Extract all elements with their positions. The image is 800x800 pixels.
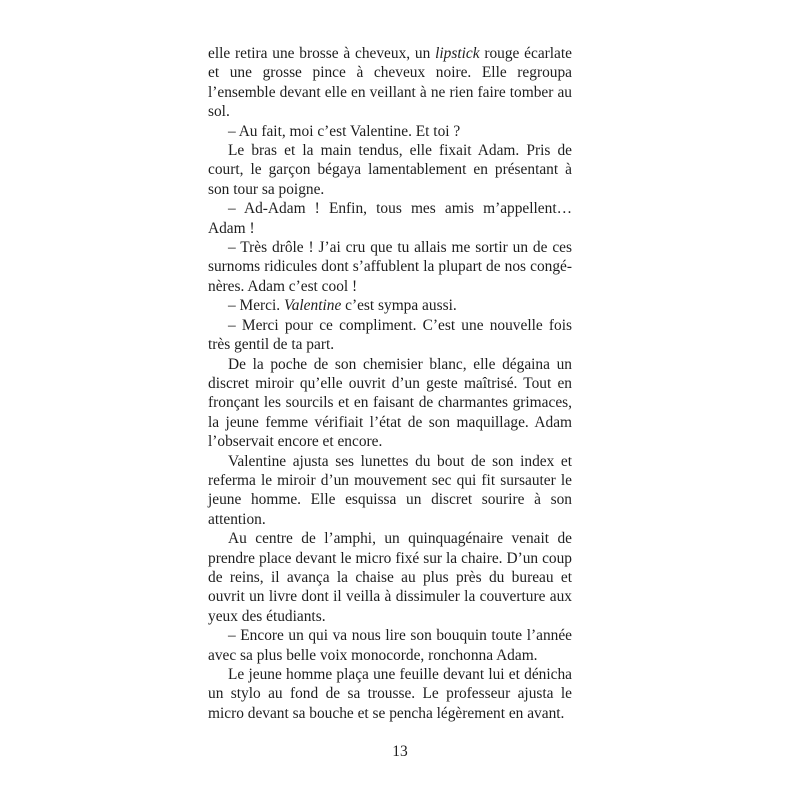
text-run: rouge écarlate et une grosse pince à cheveux noire. Elle regroupa l’ensemble devant elle en veillant à ne rien faire tomber au sol. xyxy=(208,45,572,121)
page-number: 13 xyxy=(392,743,408,760)
text-run: c’est sympa aussi. xyxy=(341,297,457,315)
paragraph xyxy=(208,665,572,723)
paragraph xyxy=(208,238,572,296)
italic-text: Valentine xyxy=(284,297,342,315)
text-run: – Au fait, moi c’est Valentine. Et toi ? xyxy=(228,122,461,140)
paragraph xyxy=(208,44,572,122)
text-run: – Encore un qui va nous lire son bouquin toute l’année avec sa plus belle voix monocorde, ronchonna Adam. xyxy=(208,627,572,664)
paragraph xyxy=(208,141,572,199)
paragraph xyxy=(208,199,572,238)
paragraph xyxy=(208,355,572,452)
paragraph xyxy=(208,296,572,315)
italic-text: lipstick xyxy=(435,45,480,62)
text-run: Au centre de l’amphi, un quinquagénaire venait de prendre place devant le micro fixé sur la chaire. D’un coup de reins, il avança la chaise au plus près du bureau et ouvrit un livre dont il veilla à dissimuler la couverture aux yeux des étudiants. xyxy=(208,530,572,625)
paragraph xyxy=(208,452,572,530)
text-run: – Merci pour ce compliment. C’est une nouvelle fois très gentil de ta part. xyxy=(208,316,572,354)
text-run: – Ad-Adam ! Enfin, tous mes amis m’appellent… Adam ! xyxy=(208,200,572,237)
paragraph xyxy=(208,529,572,626)
paragraph xyxy=(208,316,572,355)
text-run: – Très drôle ! J’ai cru que tu allais me sortir un de ces surnoms ridicules dont s’affublent la plupart de nos congénères. Adam c’est cool ! xyxy=(208,239,572,295)
text-run: elle retira une brosse à cheveux, un xyxy=(208,45,436,62)
paragraph xyxy=(208,122,572,141)
text-run: Le jeune homme plaça une feuille devant lui et dénicha un stylo au fond de sa trousse. Le professeur ajusta le micro devant sa bouche et se pencha légèrement en avant. xyxy=(208,666,572,722)
text-run: – Merci. xyxy=(228,297,284,315)
text-run: Le bras et la main tendus, elle fixait Adam. Pris de court, le garçon bégaya lamentablement en présentant à son tour sa poigne. xyxy=(208,142,572,198)
paragraph xyxy=(208,626,572,665)
body-text xyxy=(208,44,572,723)
text-run: Valentine ajusta ses lunettes du bout de son index et referma le miroir d’un mouvement sec qui fit sursauter le jeune homme. Elle esquissa un discret sourire à son attention. xyxy=(208,452,572,528)
text-run: De la poche de son chemisier blanc, elle dégaina un discret miroir qu’elle ouvrit d’un geste maîtrisé. Tout en fronçant les sourcils et en faisant de charmantes grimaces, la jeune femme vérifiait l’état de son maquillage. Adam l’observait encore et encore. xyxy=(208,355,572,451)
